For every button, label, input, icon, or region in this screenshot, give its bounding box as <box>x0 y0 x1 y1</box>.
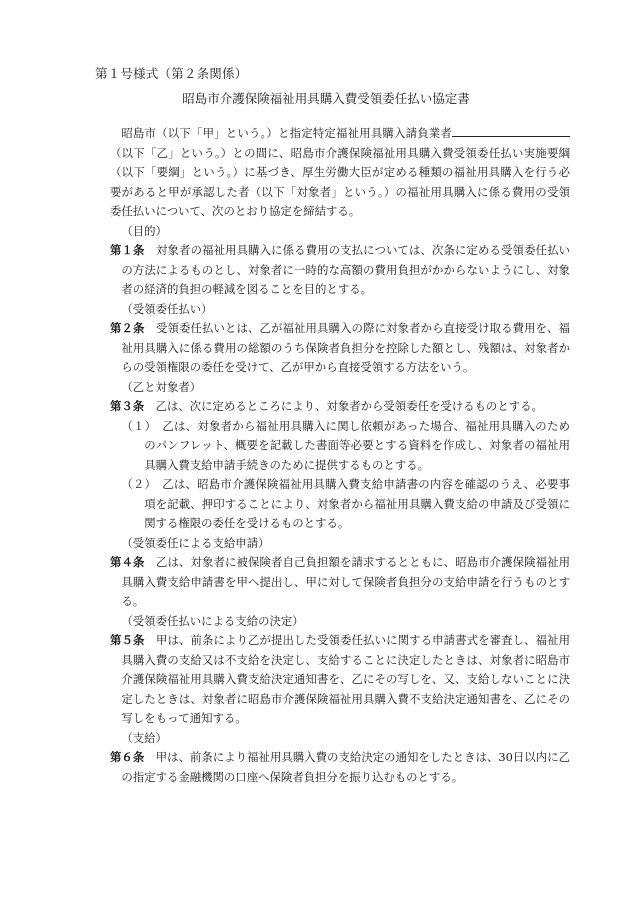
article-3-number: 第３条 <box>110 399 145 413</box>
article-2-text: 受領委任払いとは、乙が福祉用具購入の際に対象者から直接受け取る費用を、福祉用具購入に係る費用の総額のうち保険者負担分を控除した額とし、残額は、対象者からの受領権限の委任を受けて、乙が甲から直接受領する方法をいう。 <box>121 321 570 374</box>
article-3-heading: （乙と対象者） <box>121 379 202 394</box>
article-2-heading: （受領委任払い） <box>121 301 213 316</box>
contractor-name-blank <box>452 124 570 137</box>
item-1-text: 乙は、対象者から福祉用具購入に関し依頼があった場合、福祉用具購入のためのパンフレット、概要を記載した書面等必要とする資料を作成し、対象者の福祉用具購入費支給申請手続きのために提供するものとする。 <box>144 418 571 472</box>
document-title: 昭島市介護保険福祉用具購入費受領委任払い協定書 <box>182 91 470 106</box>
item-1-label: （１） <box>121 418 151 433</box>
article-1-text: 対象者の福祉用具購入に係る費用の支払については、次条に定める受領委任払いの方法によるものとし、対象者に一時的な高額の費用負担がかからないようにし、対象者の経済的負担の軽減を図ることを目的とする。 <box>121 243 570 296</box>
article-5-text: 甲は、前条により乙が提出した受領委任払いに関する申請書式を審査し、福祉用具購入費の支給又は不支給を決定し、支給することに決定したときは、対象者に昭島市介護保険福祉用具購入費支給決定通知書を、乙にその写しを、又、支給しないことに決定したときは、対象者に昭島市介護保険福祉用具購入費不支給決定通知書を、乙にその写しをもって通知する。 <box>121 633 570 725</box>
article-1-heading: （目的） <box>121 223 167 238</box>
article-3 <box>110 397 570 417</box>
article-4-heading: （受領委任による支給申請） <box>121 535 270 550</box>
preamble <box>110 124 570 222</box>
article-6-text: 甲は、前条により福祉用具購入費の支給決定の通知をしたときは、30日以内に乙の指定する金融機関の口座へ保険者負担分を振り込むものとする。 <box>121 750 570 784</box>
preamble-text-2: （以下「乙」という。）との間に、昭島市介護保険福祉用具購入費受領委任払い実施要綱（以下「要綱」という。）に基づき、厚生労働大臣が定める種類の福祉用具購入を行う必要があると甲が承認した者（以下「対象者」という。）の福祉用具購入に係る費用の受領委任払いについて、次のとおり協定を締結する。 <box>110 145 570 218</box>
article-5 <box>110 631 570 729</box>
article-3-item-1 <box>110 417 570 476</box>
preamble-text-1: 昭島市（以下「甲」という。）と指定特定福祉用具購入請負業者 <box>121 126 452 140</box>
document-body <box>110 124 570 787</box>
article-3-item-2 <box>110 475 570 534</box>
article-1-number: 第１条 <box>110 243 145 257</box>
article-4 <box>110 553 570 612</box>
article-6 <box>110 748 570 787</box>
article-5-heading: （受領委任払いによる支給の決定） <box>121 613 304 628</box>
item-2-text: 乙は、昭島市介護保険福祉用具購入費支給申請書の内容を確認のうえ、必要事項を記載、押印することにより、対象者から福祉用具購入費支給の申請及び受領に関する権限の委任を受けるものとする。 <box>144 477 570 530</box>
article-5-number: 第５条 <box>110 633 145 647</box>
article-1 <box>110 241 570 300</box>
form-number: 第１号様式（第２条関係） <box>95 66 248 81</box>
article-4-number: 第４条 <box>110 555 145 569</box>
article-2-number: 第２条 <box>110 321 145 335</box>
article-3-text: 乙は、次に定めるところにより、対象者から受領委任を受けるものとする。 <box>155 399 543 413</box>
article-2 <box>110 319 570 378</box>
article-6-heading: （支給） <box>121 730 167 745</box>
article-4-text: 乙は、対象者に被保険者自己負担額を請求するとともに、昭島市介護保険福祉用具購入費支給申請書を甲へ提出し、甲に対して保険者負担分の支給申請を行うものとする。 <box>121 555 570 608</box>
article-6-number: 第６条 <box>110 750 145 764</box>
item-2-label: （２） <box>121 477 151 491</box>
